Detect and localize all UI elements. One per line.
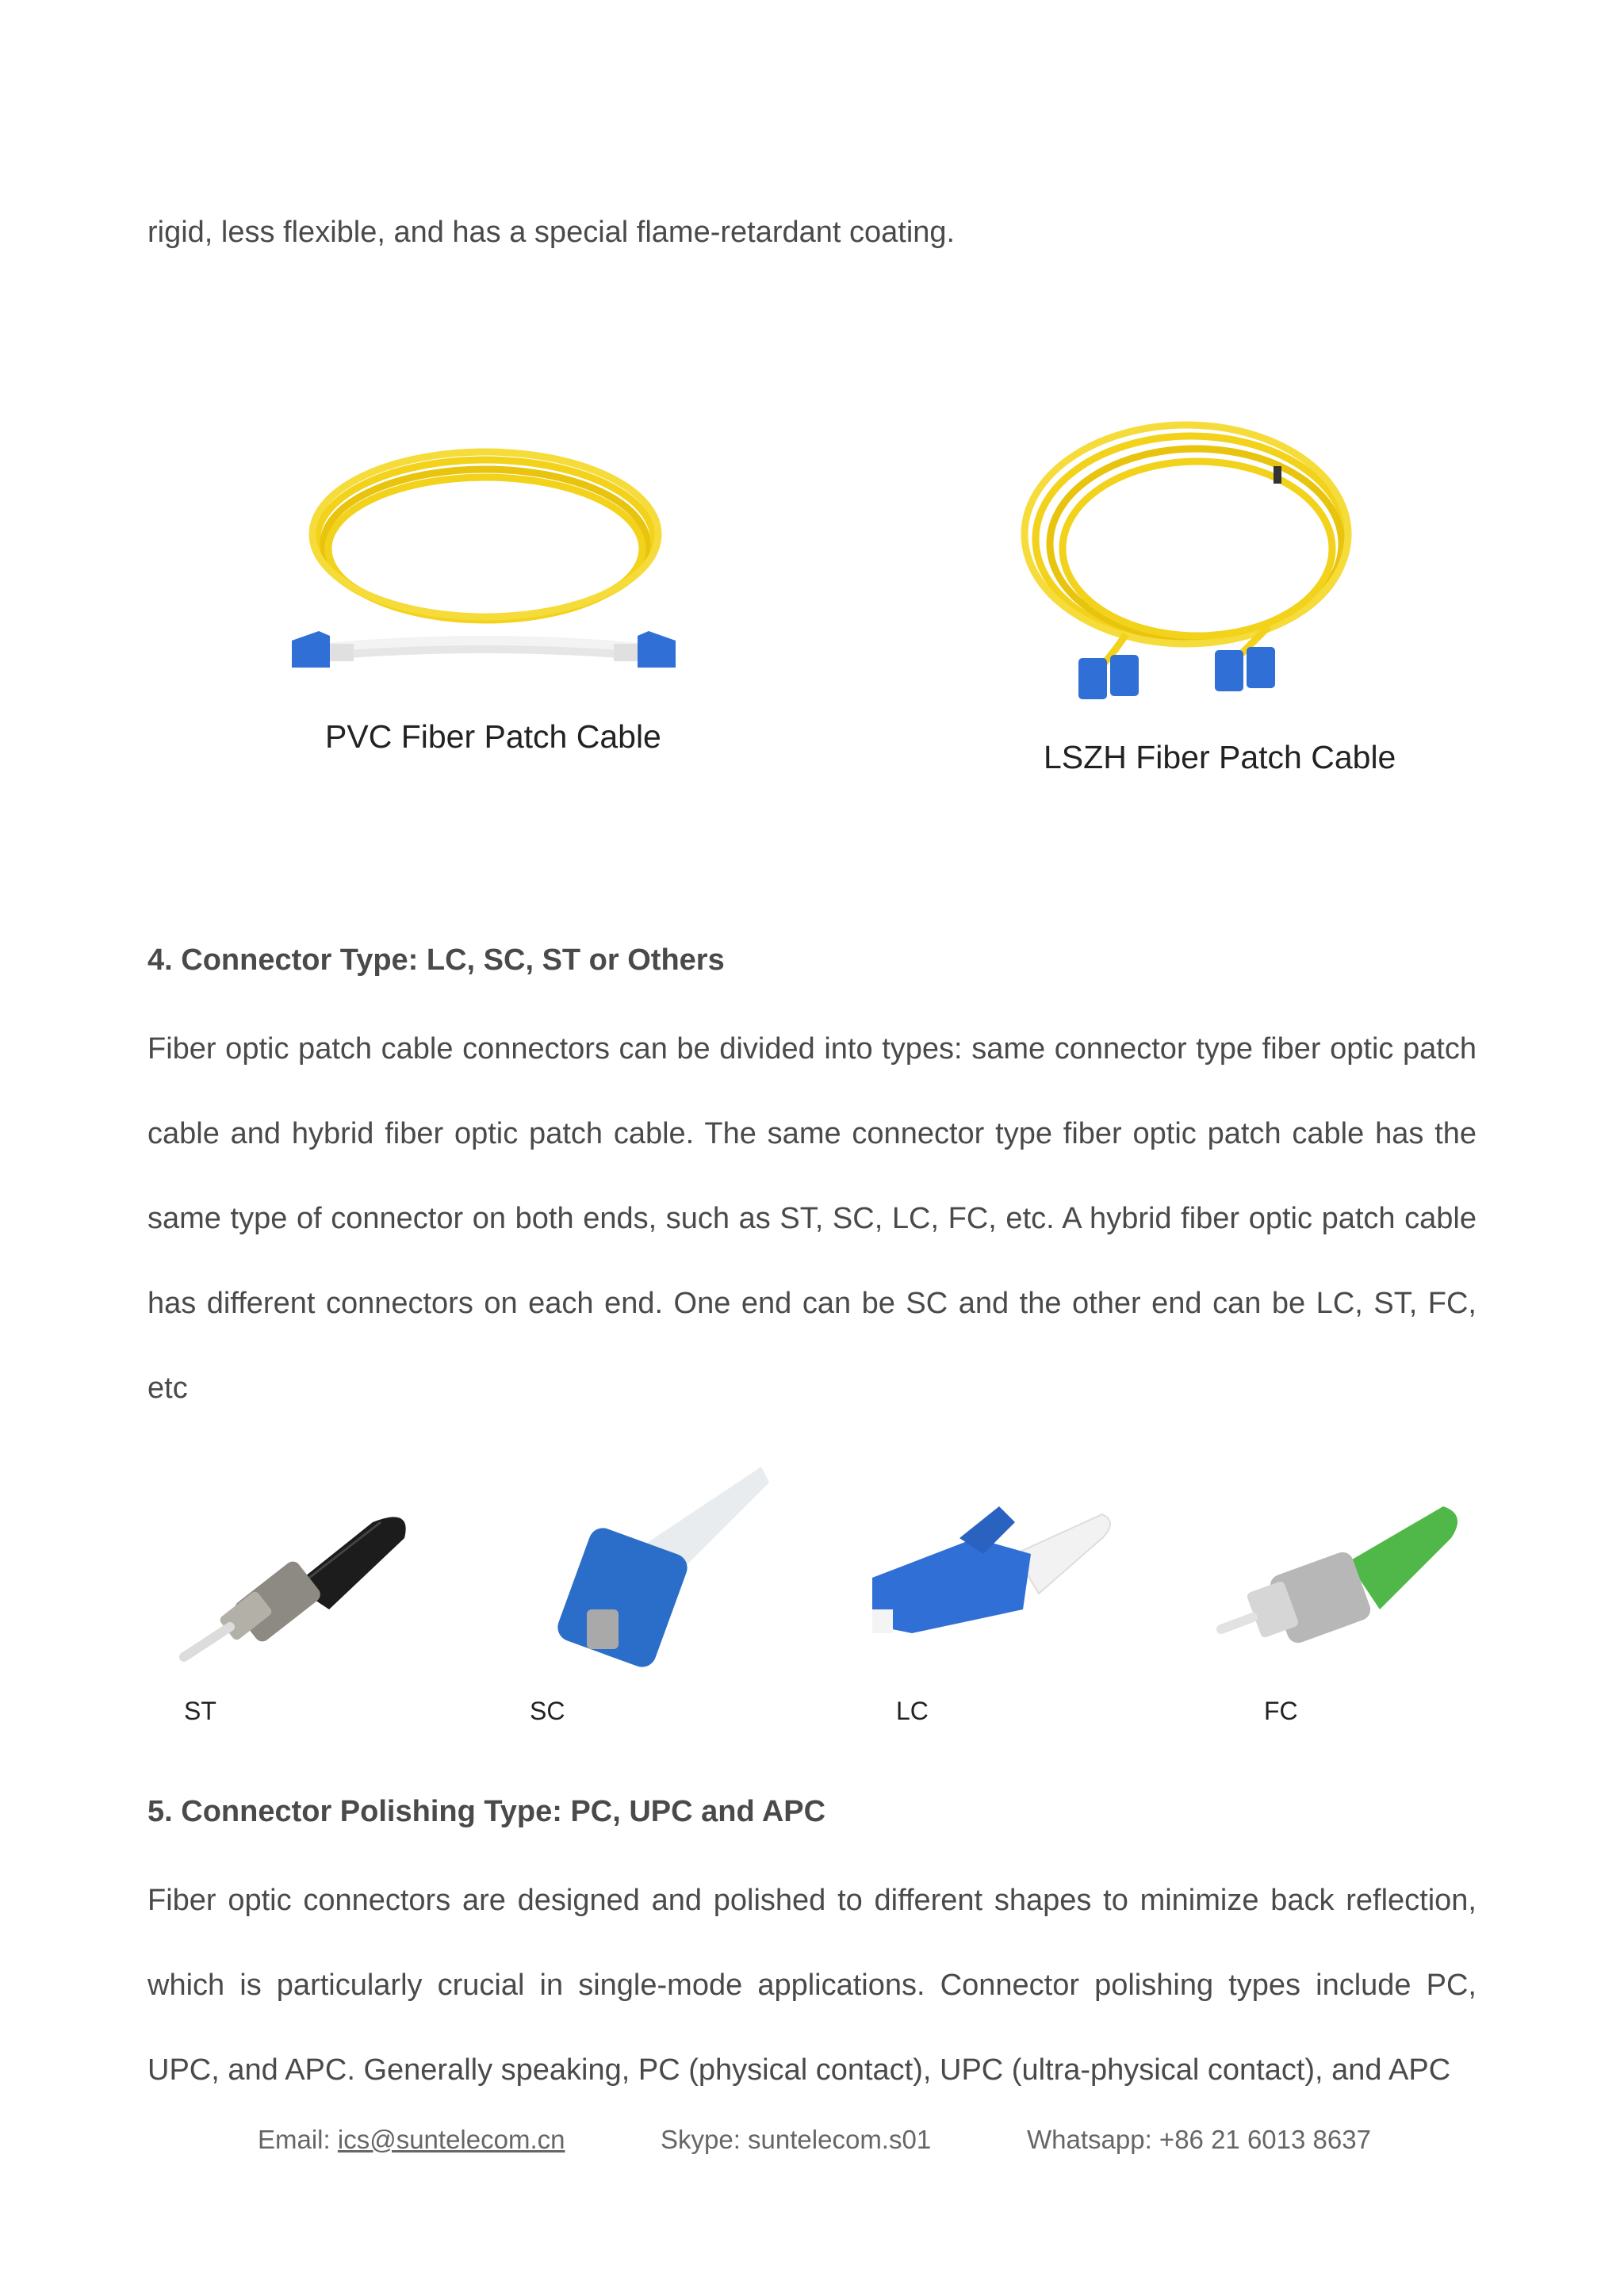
lszh-cable-caption: LSZH Fiber Patch Cable <box>1044 739 1396 775</box>
footer-whatsapp: Whatsapp: +86 21 6013 8637 <box>1027 2125 1371 2154</box>
footer-skype: Skype: suntelecom.s01 <box>661 2125 932 2154</box>
connector-label-lc: LC <box>896 1697 929 1725</box>
footer-email-label: Email: <box>258 2125 338 2154</box>
section-5-heading: 5. Connector Polishing Type: PC, UPC and APC <box>147 1795 826 1828</box>
connector-label-st: ST <box>184 1697 216 1725</box>
connector-label-sc: SC <box>530 1697 565 1725</box>
lc-connector-icon <box>864 1490 1118 1649</box>
st-connector-icon <box>174 1490 420 1665</box>
footer-email <box>258 2125 565 2155</box>
section-5-paragraph: Fiber optic connectors are designed and polished to different shapes to minimize back reflection, which is particularly crucial in single-mode applications. Connector polishing types include PC, UPC, and APC. Generally speaking, PC (physical contact), UPC (ultra-physical contact), and APC <box>147 1884 1477 2087</box>
fc-connector-icon <box>1205 1490 1467 1649</box>
lszh-fiber-patch-cable-image <box>1007 420 1372 706</box>
pvc-cable-caption: PVC Fiber Patch Cable <box>325 718 661 755</box>
pvc-fiber-patch-cable-image <box>278 444 690 682</box>
sc-connector-icon <box>523 1459 777 1673</box>
connector-label-fc: FC <box>1264 1697 1298 1725</box>
section-4-paragraph: Fiber optic patch cable connectors can be divided into types: same connector type fiber optic patch cable and hybrid fiber optic patch cable. The same connector type fiber optic patch cable has the same type of connector on both ends, such as ST, SC, LC, FC, etc. A hybrid fiber optic patch cable has different connectors on each end. One end can be SC and the other end can be LC, ST, FC, etc <box>147 1032 1477 1405</box>
intro-text-tail: rigid, less flexible, and has a special flame-retardant coating. <box>147 216 956 249</box>
section-4-heading: 4. Connector Type: LC, SC, ST or Others <box>147 943 725 977</box>
email-link[interactable]: ics@suntelecom.cn <box>337 2125 565 2154</box>
